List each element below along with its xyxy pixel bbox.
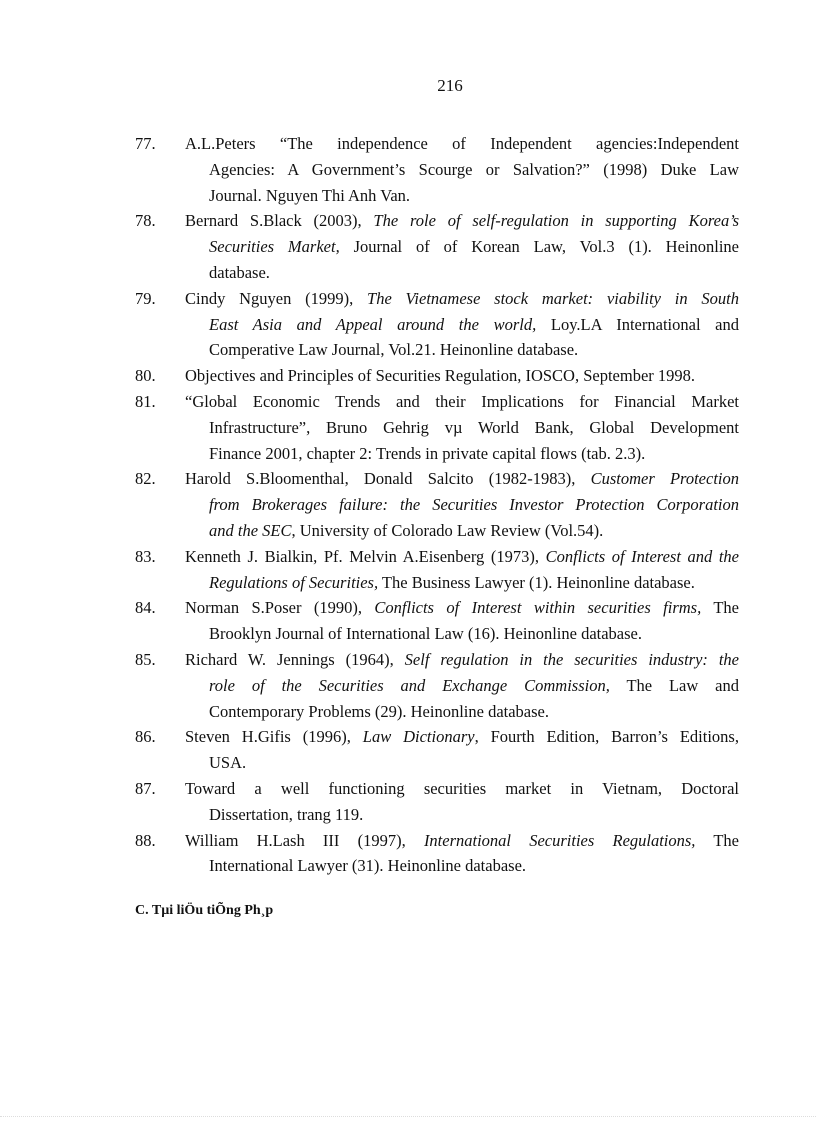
reference-title-italic: The role of self-regulation in supporting Korea’s — [373, 211, 739, 231]
reference-text-run: Objectives and Principles of Securities Regulation, IOSCO, September 1998. — [185, 366, 696, 386]
reference-line — [185, 131, 739, 157]
reference-text-run: Agencies: A Government’s Scourge or Salvation?” (1998) Duke Law — [209, 159, 739, 179]
reference-line — [185, 853, 739, 879]
reference-line — [185, 183, 739, 209]
reference-text — [185, 286, 739, 363]
reference-title-italic: Securities Market, — [209, 237, 340, 257]
reference-text — [185, 595, 739, 647]
reference-line — [185, 492, 739, 518]
reference-text-run: Journal. Nguyen Thi Anh Van. — [209, 185, 411, 205]
reference-text-run: , Fourth Edition, Barron’s Editions, — [474, 727, 739, 747]
reference-text-run: Toward a well functioning securities market in Vietnam, Doctoral — [185, 778, 739, 798]
reference-number: 79. — [135, 288, 156, 308]
reference-text-run: Comperative Law Journal, Vol.21. Heinonline database. — [209, 340, 579, 360]
reference-text — [185, 828, 739, 880]
reference-item — [135, 363, 739, 389]
reference-title-italic: and the SEC — [209, 520, 292, 540]
reference-title-italic: East Asia and Appeal around the world, — [209, 314, 537, 334]
reference-text-run: “Global Economic Trends and their Implications for Financial Market — [185, 391, 739, 411]
reference-line — [185, 673, 739, 699]
reference-text — [185, 724, 739, 776]
reference-line — [185, 518, 739, 544]
reference-line — [185, 802, 739, 828]
reference-text-run: Finance 2001, chapter 2: Trends in private capital flows (tab. 2.3). — [209, 443, 646, 463]
reference-line — [185, 570, 739, 596]
reference-title-italic: Regulations of Securities, — [209, 572, 379, 592]
reference-text — [185, 363, 739, 389]
reference-line — [185, 621, 739, 647]
reference-number: 77. — [135, 134, 156, 153]
reference-line — [185, 389, 739, 415]
reference-text-run: Norman S.Poser (1990), — [185, 598, 375, 618]
reference-line — [185, 363, 739, 389]
reference-line — [185, 208, 739, 234]
reference-list — [135, 131, 739, 879]
reference-item — [135, 724, 739, 776]
reference-text — [185, 647, 739, 724]
reference-title-italic: Self regulation in the securities industry: the — [404, 649, 740, 669]
reference-line — [185, 595, 739, 621]
reference-title-italic: Law Dictionary — [362, 727, 475, 747]
reference-number: 80. — [135, 366, 156, 386]
reference-title-italic: from Brokerages failure: the Securities Investor Protection Corporation — [209, 495, 739, 515]
reference-text — [185, 131, 739, 208]
reference-item — [135, 595, 739, 647]
reference-text — [185, 466, 739, 543]
reference-item — [135, 466, 739, 543]
reference-text-run: USA. — [209, 753, 247, 773]
reference-line — [185, 312, 739, 338]
reference-title-italic: International Securities Regulations, — [423, 830, 696, 850]
reference-item — [135, 286, 739, 363]
reference-text — [185, 389, 739, 466]
reference-text-run: A.L.Peters “The independence of Independent agencies:Independent — [185, 134, 739, 153]
reference-line — [185, 286, 739, 312]
reference-line — [185, 157, 739, 183]
reference-line — [185, 750, 739, 776]
reference-line — [185, 544, 739, 570]
reference-text-run: Infrastructure”, Bruno Gehrig vµ World Bank, Global Development — [209, 417, 739, 437]
reference-text-run: , University of Colorado Law Review (Vol.54). — [291, 520, 604, 540]
reference-text — [185, 776, 739, 828]
page-bottom-rule — [0, 1116, 816, 1117]
reference-number: 81. — [135, 391, 156, 411]
reference-number: 82. — [135, 469, 156, 489]
reference-text-run: The — [695, 830, 739, 850]
reference-title-italic: The Vietnamese stock market: viability in South — [367, 288, 739, 308]
reference-title-italic: role of the Securities and Exchange Commission, — [209, 675, 610, 695]
reference-text-run: William H.Lash III (1997), — [185, 830, 424, 850]
reference-text-run: Brooklyn Journal of International Law (16). Heinonline database. — [209, 624, 642, 644]
reference-number: 87. — [135, 778, 156, 798]
reference-line — [185, 828, 739, 854]
reference-title-italic: Customer Protection — [590, 469, 739, 489]
reference-text-run: The Law and — [609, 675, 740, 695]
reference-line — [185, 441, 739, 467]
reference-text-run: The Business Lawyer (1). Heinonline database. — [378, 572, 695, 592]
reference-number: 83. — [135, 546, 156, 566]
reference-line — [185, 337, 739, 363]
reference-item — [135, 208, 739, 285]
reference-line — [185, 647, 739, 673]
reference-line — [185, 724, 739, 750]
reference-line — [185, 699, 739, 725]
reference-text-run: Steven H.Gifis (1996), — [185, 727, 363, 747]
reference-line — [185, 234, 739, 260]
reference-line — [185, 415, 739, 441]
reference-item — [135, 131, 739, 208]
reference-text-run: The — [701, 598, 739, 618]
reference-text — [185, 544, 739, 596]
reference-text-run: database. — [209, 262, 270, 282]
reference-item — [135, 544, 739, 596]
page-number: 216 — [437, 76, 463, 95]
reference-item — [135, 647, 739, 724]
reference-text-run: Kenneth J. Bialkin, Pf. Melvin A.Eisenberg (1973), — [185, 546, 546, 566]
reference-text-run: Cindy Nguyen (1999), — [185, 288, 368, 308]
reference-line — [185, 776, 739, 802]
reference-number: 84. — [135, 598, 156, 618]
reference-number: 86. — [135, 727, 156, 747]
reference-text-run: Harold S.Bloomenthal, Donald Salcito (1982-1983), — [185, 469, 591, 489]
reference-text — [185, 208, 739, 285]
reference-line — [185, 466, 739, 492]
reference-number: 78. — [135, 211, 156, 231]
reference-title-italic: Conflicts of Interest within securities firms, — [374, 598, 702, 618]
reference-text-run: Bernard S.Black (2003), — [185, 211, 374, 231]
reference-title-italic: Conflicts of Interest and the — [545, 546, 740, 566]
section-heading: C. Tµi liÖu tiÕng Ph¸p — [135, 903, 274, 918]
reference-line — [185, 260, 739, 286]
reference-number: 88. — [135, 830, 156, 850]
reference-item — [135, 389, 739, 466]
reference-text-run: International Lawyer (31). Heinonline database. — [209, 856, 527, 876]
reference-item — [135, 776, 739, 828]
reference-text-run: Contemporary Problems (29). Heinonline database. — [209, 701, 549, 721]
reference-text-run: Richard W. Jennings (1964), — [185, 649, 405, 669]
reference-text-run: Loy.LA International and — [536, 314, 739, 334]
reference-text-run: Dissertation, trang 119. — [209, 804, 364, 824]
reference-text-run: Journal of of Korean Law, Vol.3 (1). Heinonline — [339, 237, 739, 257]
reference-item — [135, 828, 739, 880]
reference-number: 85. — [135, 649, 156, 669]
